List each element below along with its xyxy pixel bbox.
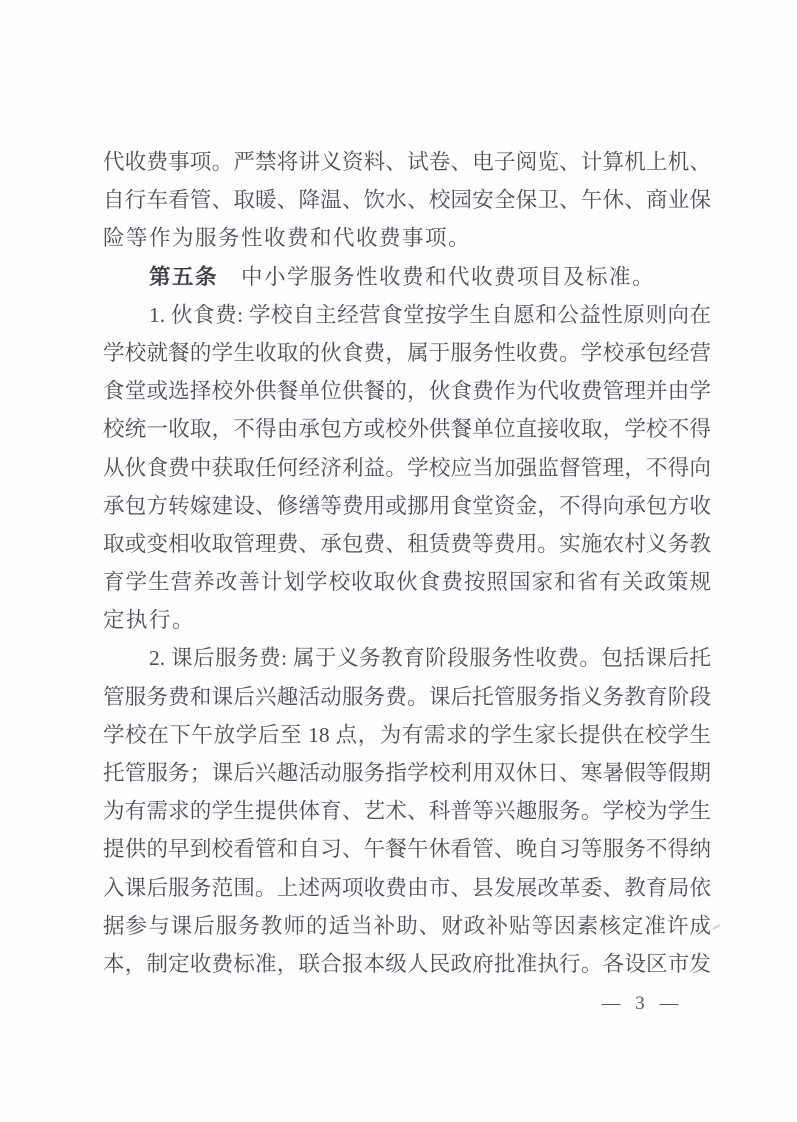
text-line [103, 449, 711, 487]
text-segment: 取或变相收取管理费、承包费、租赁费等费用。实施农村义务教 [103, 531, 711, 556]
text-line [103, 907, 711, 945]
document-body [103, 143, 711, 983]
text-line [103, 792, 711, 830]
text-segment: 校统一收取，不得由承包方或校外供餐单位直接收取，学校不得 [103, 417, 711, 442]
text-segment: 学校在下午放学后至 18 点，为有需求的学生家长提供在校学生 [103, 722, 711, 747]
text-segment: 食堂或选择校外供餐单位供餐的，伙食费作为代收费管理并由学 [103, 379, 711, 404]
text-line [103, 945, 711, 983]
text-segment: 承包方转嫁建设、修缮等费用或挪用食堂资金，不得向承包方收 [103, 493, 711, 518]
text-segment: 2. 课后服务费: 属于义务教育阶段服务性收费。包括课后托 [149, 646, 711, 671]
text-line [103, 869, 711, 907]
text-line [103, 410, 711, 448]
text-segment: 自行车看管、取暖、降温、饮水、校园安全保卫、午休、商业保 [103, 188, 711, 213]
text-segment: 学校就餐的学生收取的伙食费，属于服务性收费。学校承包经营 [103, 340, 711, 365]
text-line [103, 219, 711, 257]
text-line [103, 601, 711, 639]
text-segment: 托管服务；课后兴趣活动服务指学校利用双休日、寒暑假等假期 [103, 761, 711, 785]
text-line [103, 258, 711, 296]
text-line [103, 563, 711, 601]
page-number: — 3 — [601, 993, 684, 1014]
text-line [103, 334, 711, 372]
text-line [103, 143, 711, 181]
text-segment: 从伙食费中获取任何经济利益。学校应当加强监督管理，不得向 [103, 455, 711, 480]
text-segment: 代收费事项。严禁将讲义资料、试卷、电子阅览、计算机上机、 [103, 150, 711, 174]
text-segment: 本，制定收费标准，联合报本级人民政府批准执行。各设区市发 [103, 951, 711, 976]
text-line [103, 639, 711, 677]
text-segment: 提供的早到校看管和自习、午餐午休看管、晚自习等服务不得纳 [103, 837, 711, 862]
text-line [103, 830, 711, 868]
text-segment: 1. 伙食费: 学校自主经营食堂按学生自愿和公益性原则向在 [149, 302, 711, 327]
text-line [103, 372, 711, 410]
text-line [103, 181, 711, 219]
text-line [103, 296, 711, 334]
scan-artifact [712, 924, 721, 930]
text-segment: 定执行。 [103, 608, 196, 633]
text-line [103, 678, 711, 716]
text-segment: 中小学服务性收费和代收费项目及标准。 [218, 264, 656, 289]
text-line [103, 716, 711, 754]
text-segment: 据参与课后服务教师的适当补助、财政补贴等因素核定准许成 [103, 913, 711, 938]
text-segment: 管服务费和课后兴趣活动服务费。课后托管服务指义务教育阶段 [103, 684, 711, 709]
text-segment: 险等作为服务性收费和代收费事项。 [103, 226, 472, 251]
text-line [103, 487, 711, 525]
text-segment: 为有需求的学生提供体育、艺术、科普等兴趣服务。学校为学生 [103, 799, 711, 824]
text-line [103, 525, 711, 563]
text-segment: 育学生营养改善计划学校收取伙食费按照国家和省有关政策规 [103, 570, 711, 595]
text-segment: 入课后服务范围。上述两项收费由市、县发展改革委、教育局依 [103, 875, 711, 900]
text-line [103, 754, 711, 792]
bold-text-segment: 第五条 [149, 264, 219, 289]
